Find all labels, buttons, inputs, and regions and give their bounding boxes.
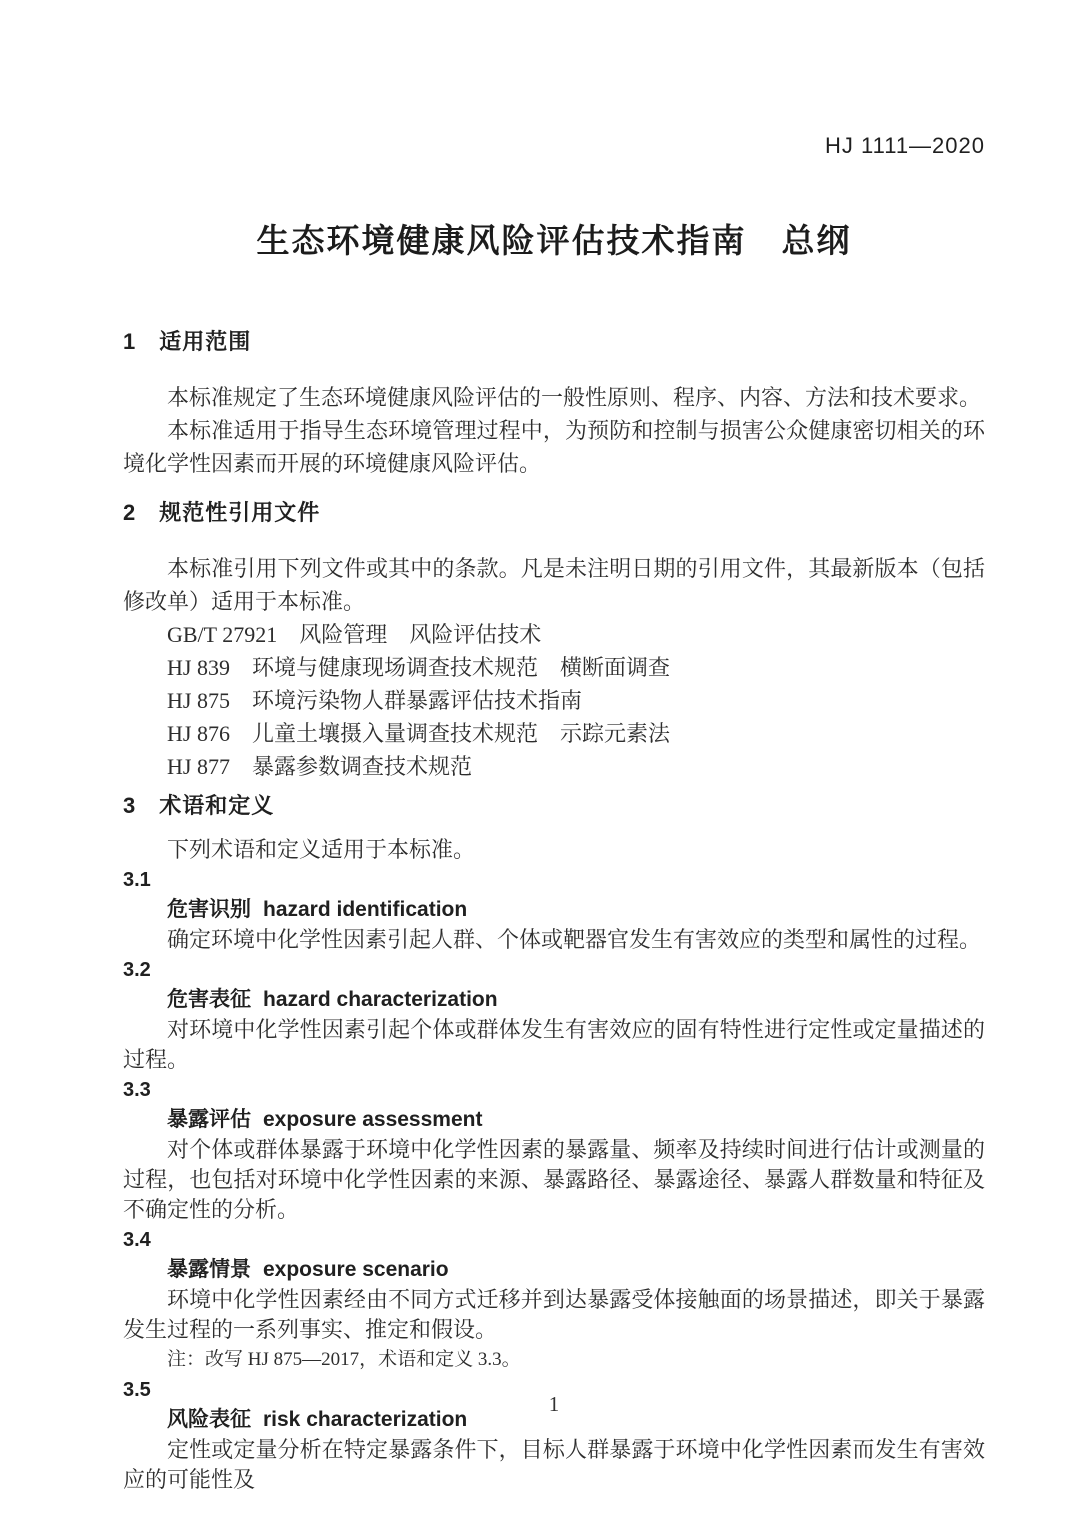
reference-item: HJ 839 环境与健康现场调查技术规范 横断面调查 — [167, 655, 670, 680]
term-name — [123, 1255, 985, 1285]
term-name-en: hazard identification — [263, 898, 468, 921]
term-name-en: hazard characterization — [263, 988, 498, 1011]
term-name-cn: 暴露情景 — [167, 1258, 251, 1281]
section-1-paragraph-1: 本标准规定了生态环境健康风险评估的一般性原则、程序、内容、方法和技术要求。 — [167, 385, 982, 410]
term-number: 3.4 — [123, 1229, 151, 1251]
reference-item: HJ 876 儿童土壤摄入量调查技术规范 示踪元素法 — [167, 721, 670, 746]
page-number: 1 — [548, 1392, 560, 1416]
term-name-cn: 暴露评估 — [167, 1108, 251, 1131]
term-definition: 确定环境中化学性因素引起人群、个体或靶器官发生有害效应的类型和属性的过程。 — [167, 927, 982, 952]
section-2-heading: 2 规范性引用文件 — [123, 500, 321, 525]
term-name — [123, 895, 985, 925]
section-2-paragraph-1: 本标准引用下列文件或其中的条款。凡是未注明日期的引用文件，其最新版本（包括修改单）适用于本标准。 — [123, 556, 985, 614]
term-definition: 环境中化学性因素经由不同方式迁移并到达暴露受体接触面的场景描述，即关于暴露发生过程的一系列事实、推定和假设。 — [123, 1287, 985, 1342]
term-name-en: risk characterization — [263, 1408, 468, 1431]
term-block-3-3 — [123, 1075, 985, 1225]
term-block-3-4 — [123, 1225, 985, 1375]
document-title: 生态环境健康风险评估技术指南 总纲 — [256, 222, 852, 259]
term-number: 3.5 — [123, 1379, 151, 1401]
term-number: 3.2 — [123, 959, 151, 981]
section-1-paragraph-2: 本标准适用于指导生态环境管理过程中，为预防和控制与损害公众健康密切相关的环境化学性因素而开展的环境健康风险评估。 — [123, 418, 985, 476]
section-1-heading: 1 适用范围 — [123, 329, 252, 354]
section-2-body — [123, 552, 985, 783]
term-name-cn: 风险表征 — [167, 1408, 251, 1431]
section-1-body — [123, 381, 985, 480]
section-3-heading: 3 术语和定义 — [123, 793, 275, 818]
terms-intro: 下列术语和定义适用于本标准。 — [167, 837, 476, 862]
reference-item: HJ 877 暴露参数调查技术规范 — [167, 754, 472, 779]
term-name-en: exposure assessment — [263, 1108, 483, 1131]
standard-code: HJ 1111—2020 — [825, 133, 985, 158]
reference-item: HJ 875 环境污染物人群暴露评估技术指南 — [167, 688, 582, 713]
reference-item: GB/T 27921 风险管理 风险评估技术 — [167, 622, 542, 647]
term-block-3-1 — [123, 865, 985, 955]
term-definition: 对环境中化学性因素引起个体或群体发生有害效应的固有特性进行定性或定量描述的过程。 — [123, 1017, 985, 1072]
term-number: 3.3 — [123, 1079, 151, 1101]
reference-list — [123, 618, 985, 783]
term-number: 3.1 — [123, 869, 151, 891]
term-name-cn: 危害识别 — [167, 898, 251, 921]
term-name-cn: 危害表征 — [167, 988, 251, 1011]
term-definition: 定性或定量分析在特定暴露条件下，目标人群暴露于环境中化学性因素而发生有害效应的可能性及 — [123, 1437, 985, 1492]
term-name — [123, 985, 985, 1015]
term-definition: 对个体或群体暴露于环境中化学性因素的暴露量、频率及持续时间进行估计或测量的过程，也包括对环境中化学性因素的来源、暴露路径、暴露途径、暴露人群数量和特征及不确定性的分析。 — [123, 1137, 985, 1222]
term-block-3-2 — [123, 955, 985, 1075]
term-note: 注：改写 HJ 875—2017，术语和定义 3.3。 — [167, 1349, 521, 1370]
term-name — [123, 1105, 985, 1135]
term-name-en: exposure scenario — [263, 1258, 449, 1281]
